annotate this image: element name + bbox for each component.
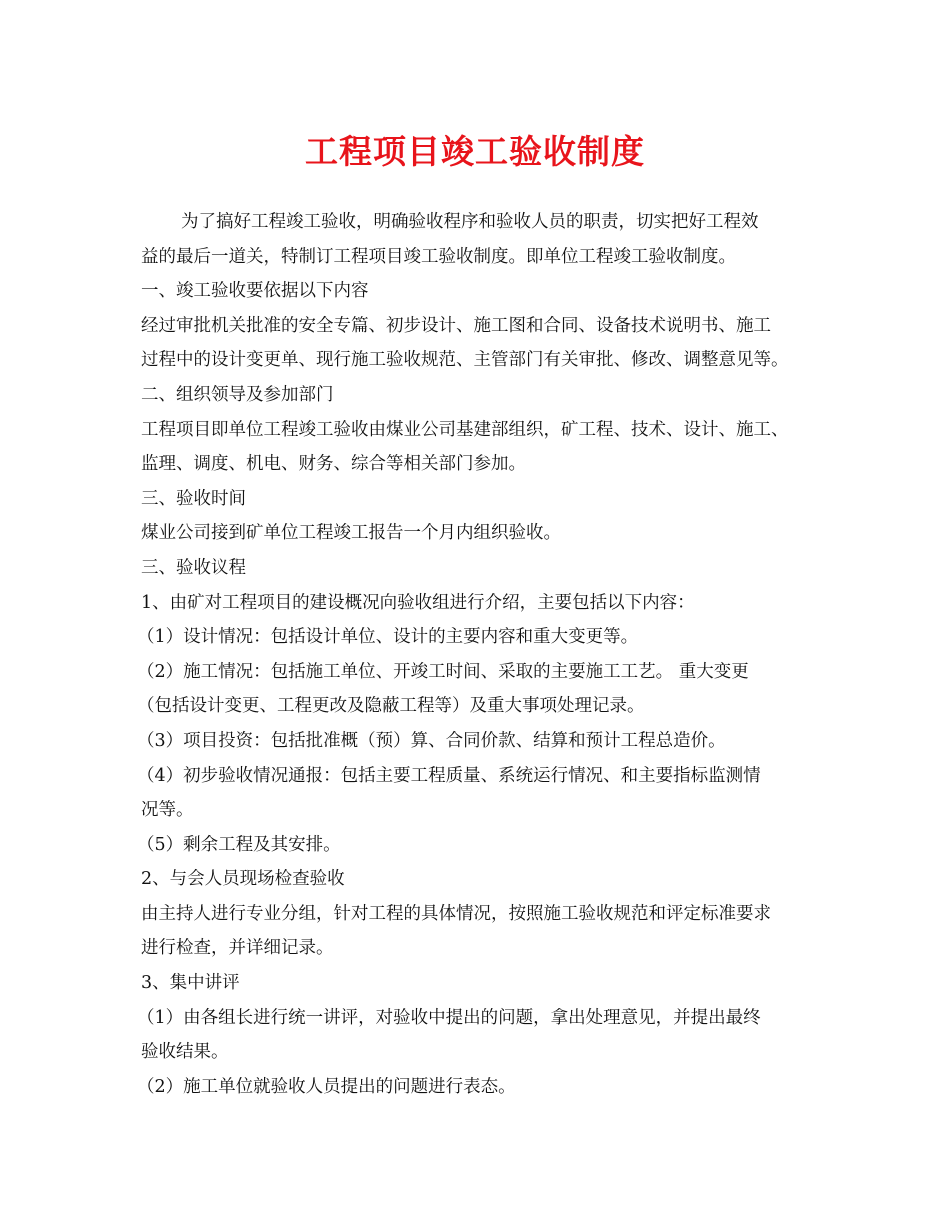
document-title: 工程项目竣工验收制度	[305, 132, 645, 171]
list-item: （2）施工单位就验收人员提出的问题进行表态。	[137, 1076, 516, 1097]
paragraph-line: 由主持人进行专业分组，针对工程的具体情况，按照施工验收规范和评定标准要求	[141, 903, 771, 924]
list-item-continuation: （包括设计变更、工程更改及隐蔽工程等）及重大事项处理记录。	[137, 696, 645, 717]
subsection-heading: 1、由矿对工程项目的建设概况向验收组进行介绍，主要包括以下内容：	[141, 592, 695, 613]
section-heading: 一、竣工验收要依据以下内容	[141, 281, 369, 302]
list-item: （1）设计情况：包括设计单位、设计的主要内容和重大变更等。	[137, 627, 639, 648]
list-item: （1）由各组长进行统一讲评，对验收中提出的问题，拿出处理意见，并提出最终	[137, 1007, 761, 1028]
paragraph-line: 煤业公司接到矿单位工程竣工报告一个月内组织验收。	[141, 523, 561, 544]
list-item: （2）施工情况：包括施工单位、开竣工时间、采取的主要施工工艺。 重大变更	[137, 661, 749, 682]
paragraph-line: 为了搞好工程竣工验收，明确验收程序和验收人员的职责，切实把好工程效	[181, 212, 759, 232]
list-item-continuation: 验收结果。	[141, 1042, 229, 1063]
paragraph-line: 过程中的设计变更单、现行施工验收规范、主管部门有关审批、修改、调整意见等。	[141, 350, 789, 371]
paragraph-line: 益的最后一道关，特制订工程项目竣工验收制度。即单位工程竣工验收制度。	[141, 246, 736, 267]
paragraph-line: 进行检查，并详细记录。	[141, 938, 334, 959]
section-heading: 二、组织领导及参加部门	[141, 384, 334, 405]
list-item: （4）初步验收情况通报：包括主要工程质量、系统运行情况、和主要指标监测情	[137, 765, 761, 786]
list-item: （3）项目投资：包括批准概（预）算、合同价款、结算和预计工程总造价。	[137, 730, 726, 751]
section-heading: 三、验收时间	[141, 488, 246, 509]
section-heading: 三、验收议程	[141, 557, 246, 578]
list-item: （5）剩余工程及其安排。	[137, 834, 341, 855]
subsection-heading: 3、集中讲评	[141, 973, 240, 994]
paragraph-line: 工程项目即单位工程竣工验收由煤业公司基建部组织，矿工程、技术、设计、施工、	[141, 419, 789, 440]
subsection-heading: 2、与会人员现场检查验收	[141, 869, 345, 890]
document-body	[137, 205, 831, 1104]
paragraph-line: 监理、调度、机电、财务、综合等相关部门参加。	[141, 454, 526, 475]
list-item-continuation: 况等。	[141, 800, 194, 821]
paragraph-line: 经过审批机关批准的安全专篇、初步设计、施工图和合同、设备技术说明书、施工	[141, 315, 771, 336]
